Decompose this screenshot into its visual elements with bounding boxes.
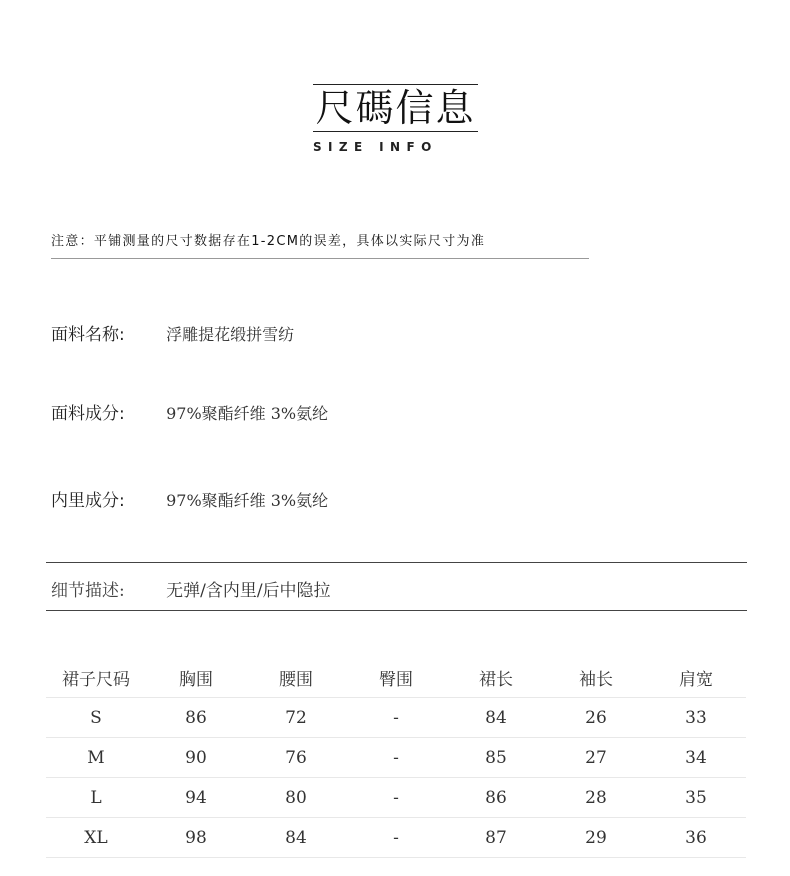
lining-composition-value: 97%聚酯纤维 3%氨纶 xyxy=(166,491,329,510)
lining-composition-row xyxy=(51,486,328,511)
title-block xyxy=(313,84,478,132)
table-cell: 35 xyxy=(646,778,746,818)
table-row xyxy=(46,738,746,778)
table-cell: 28 xyxy=(546,778,646,818)
table-cell: - xyxy=(346,818,446,858)
size-table-header xyxy=(46,658,746,698)
table-cell: L xyxy=(46,778,146,818)
title-bottom-rule xyxy=(313,131,478,132)
table-cell: 29 xyxy=(546,818,646,858)
table-cell: 87 xyxy=(446,818,546,858)
table-cell: - xyxy=(346,738,446,778)
table-cell: 36 xyxy=(646,818,746,858)
table-row xyxy=(46,778,746,818)
fabric-composition-label: 面料成分: xyxy=(51,404,125,424)
table-cell: 84 xyxy=(446,698,546,738)
table-cell: 98 xyxy=(146,818,246,858)
header-skirt-length: 裙长 xyxy=(446,658,546,698)
header-waist: 腰围 xyxy=(246,658,346,698)
table-cell: 33 xyxy=(646,698,746,738)
detail-label: 细节描述: xyxy=(51,581,125,601)
detail-top-rule xyxy=(46,562,747,563)
page-title: 尺碼信息 xyxy=(315,86,476,130)
measurement-note: 注意：平铺测量的尺寸数据存在1-2CM的误差，具体以实际尺寸为准 xyxy=(51,234,486,249)
header-bust: 胸围 xyxy=(146,658,246,698)
table-cell: 90 xyxy=(146,738,246,778)
table-cell: - xyxy=(346,698,446,738)
table-cell: 84 xyxy=(246,818,346,858)
table-cell: M xyxy=(46,738,146,778)
table-cell: 76 xyxy=(246,738,346,778)
table-cell: 86 xyxy=(146,698,246,738)
table-cell: 26 xyxy=(546,698,646,738)
table-cell: XL xyxy=(46,818,146,858)
table-row xyxy=(46,818,746,858)
table-cell: 94 xyxy=(146,778,246,818)
fabric-name-value: 浮雕提花缎拼雪纺 xyxy=(166,325,295,344)
table-cell: 72 xyxy=(246,698,346,738)
page-subtitle: SIZE INFO xyxy=(313,140,438,154)
note-divider xyxy=(51,258,589,259)
table-cell: 80 xyxy=(246,778,346,818)
detail-row xyxy=(51,576,331,601)
lining-composition-label: 内里成分: xyxy=(51,491,125,511)
header-sleeve-length: 袖长 xyxy=(546,658,646,698)
fabric-composition-row xyxy=(51,399,328,424)
table-cell: - xyxy=(346,778,446,818)
table-cell: 86 xyxy=(446,778,546,818)
header-size: 裙子尺码 xyxy=(46,658,146,698)
size-table xyxy=(46,658,746,858)
table-cell: 27 xyxy=(546,738,646,778)
fabric-name-row xyxy=(51,320,294,345)
table-cell: 85 xyxy=(446,738,546,778)
fabric-name-label: 面料名称: xyxy=(51,325,125,345)
table-row xyxy=(46,698,746,738)
fabric-composition-value: 97%聚酯纤维 3%氨纶 xyxy=(166,404,329,423)
header-hip: 臀围 xyxy=(346,658,446,698)
header-shoulder-width: 肩宽 xyxy=(646,658,746,698)
table-cell: S xyxy=(46,698,146,738)
table-cell: 34 xyxy=(646,738,746,778)
detail-bottom-rule xyxy=(46,610,747,611)
detail-value: 无弹/含内里/后中隐拉 xyxy=(166,581,331,601)
